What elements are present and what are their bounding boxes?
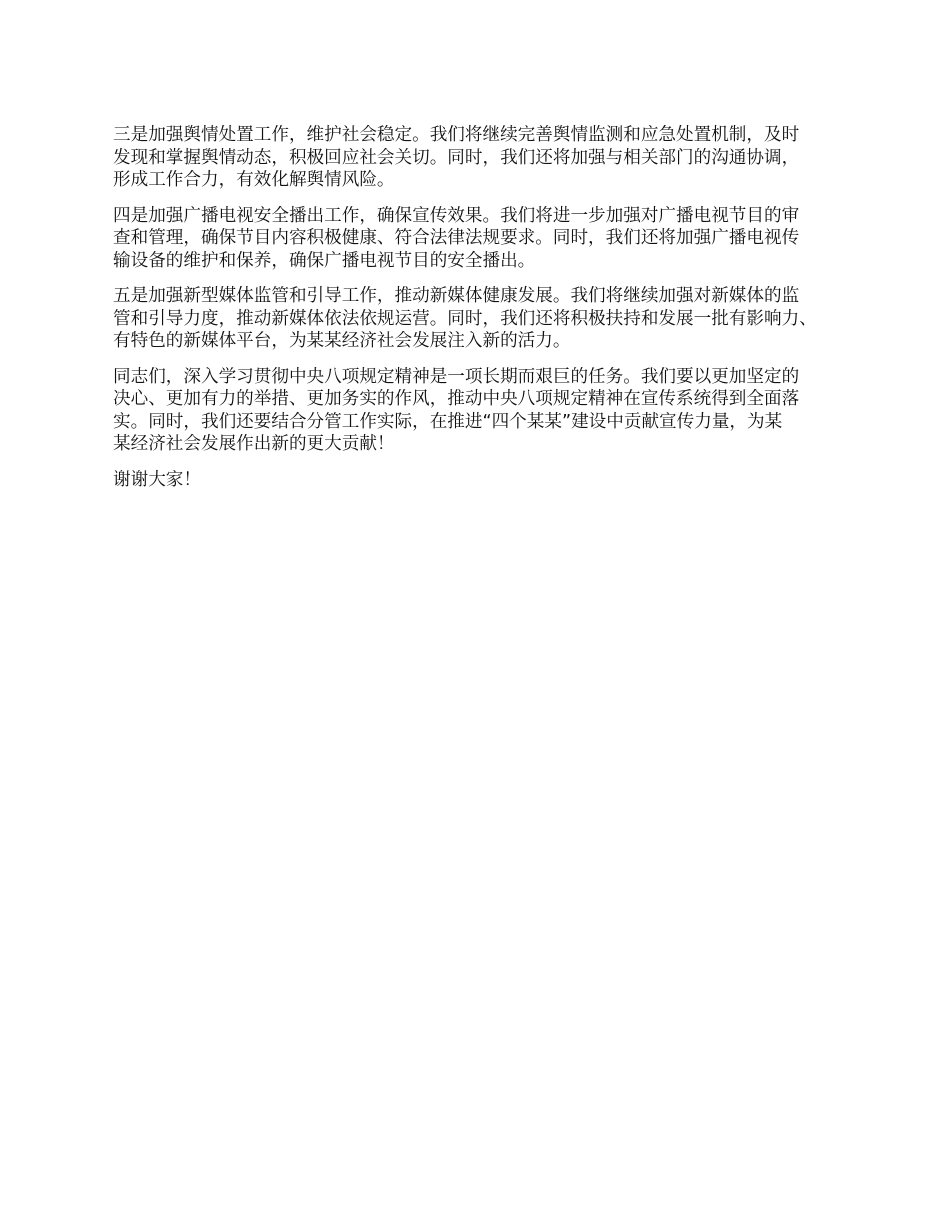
paragraph-line: 三是加强舆情处置工作，维护社会稳定。我们将继续完善舆情监测和应急处置机制，及时 (113, 125, 800, 145)
paragraph-line: 发现和掌握舆情动态，积极回应社会关切。同时，我们还将加强与相关部门的沟通协调， (113, 147, 800, 168)
paragraph-line: 实。同时，我们还要结合分管工作实际，在推进“四个某某”建设中贡献宣传力量，为某 (113, 411, 783, 432)
paragraph-line: 某经济社会发展作出新的更大贡献！ (113, 434, 395, 454)
paragraph-conclusion (113, 366, 851, 456)
paragraph-broadcast-safety (113, 205, 851, 273)
paragraph-line: 形成工作合力，有效化解舆情风险。 (113, 170, 395, 190)
paragraph-line: 决心、更加有力的举措、更加务实的作风，推动中央八项规定精神在宣传系统得到全面落 (113, 389, 800, 409)
paragraph-line: 五是加强新型媒体监管和引导工作，推动新媒体健康发展。我们将继续加强对新媒体的监 (113, 286, 800, 306)
document-body (113, 124, 851, 504)
paragraph-line: 查和管理，确保节目内容积极健康、符合法律法规要求。同时，我们还将加强广播电视传 (113, 228, 800, 248)
paragraph-line: 四是加强广播电视安全播出工作，确保宣传效果。我们将进一步加强对广播电视节目的审 (113, 205, 800, 226)
paragraph-line: 管和引导力度，推动新媒体依法依规运营。同时，我们还将积极扶持和发展一批有影响力、 (113, 308, 817, 329)
paragraph-thanks (113, 469, 851, 492)
paragraph-line: 谢谢大家！ (113, 469, 201, 490)
paragraph-public-opinion (113, 124, 851, 192)
paragraph-line: 输设备的维护和保养，确保广播电视节目的安全播出。 (113, 250, 536, 271)
paragraph-line: 有特色的新媒体平台，为某某经济社会发展注入新的活力。 (113, 331, 571, 351)
paragraph-line: 同志们，深入学习贯彻中央八项规定精神是一项长期而艰巨的任务。我们要以更加坚定的 (113, 366, 800, 387)
paragraph-new-media (113, 285, 851, 353)
